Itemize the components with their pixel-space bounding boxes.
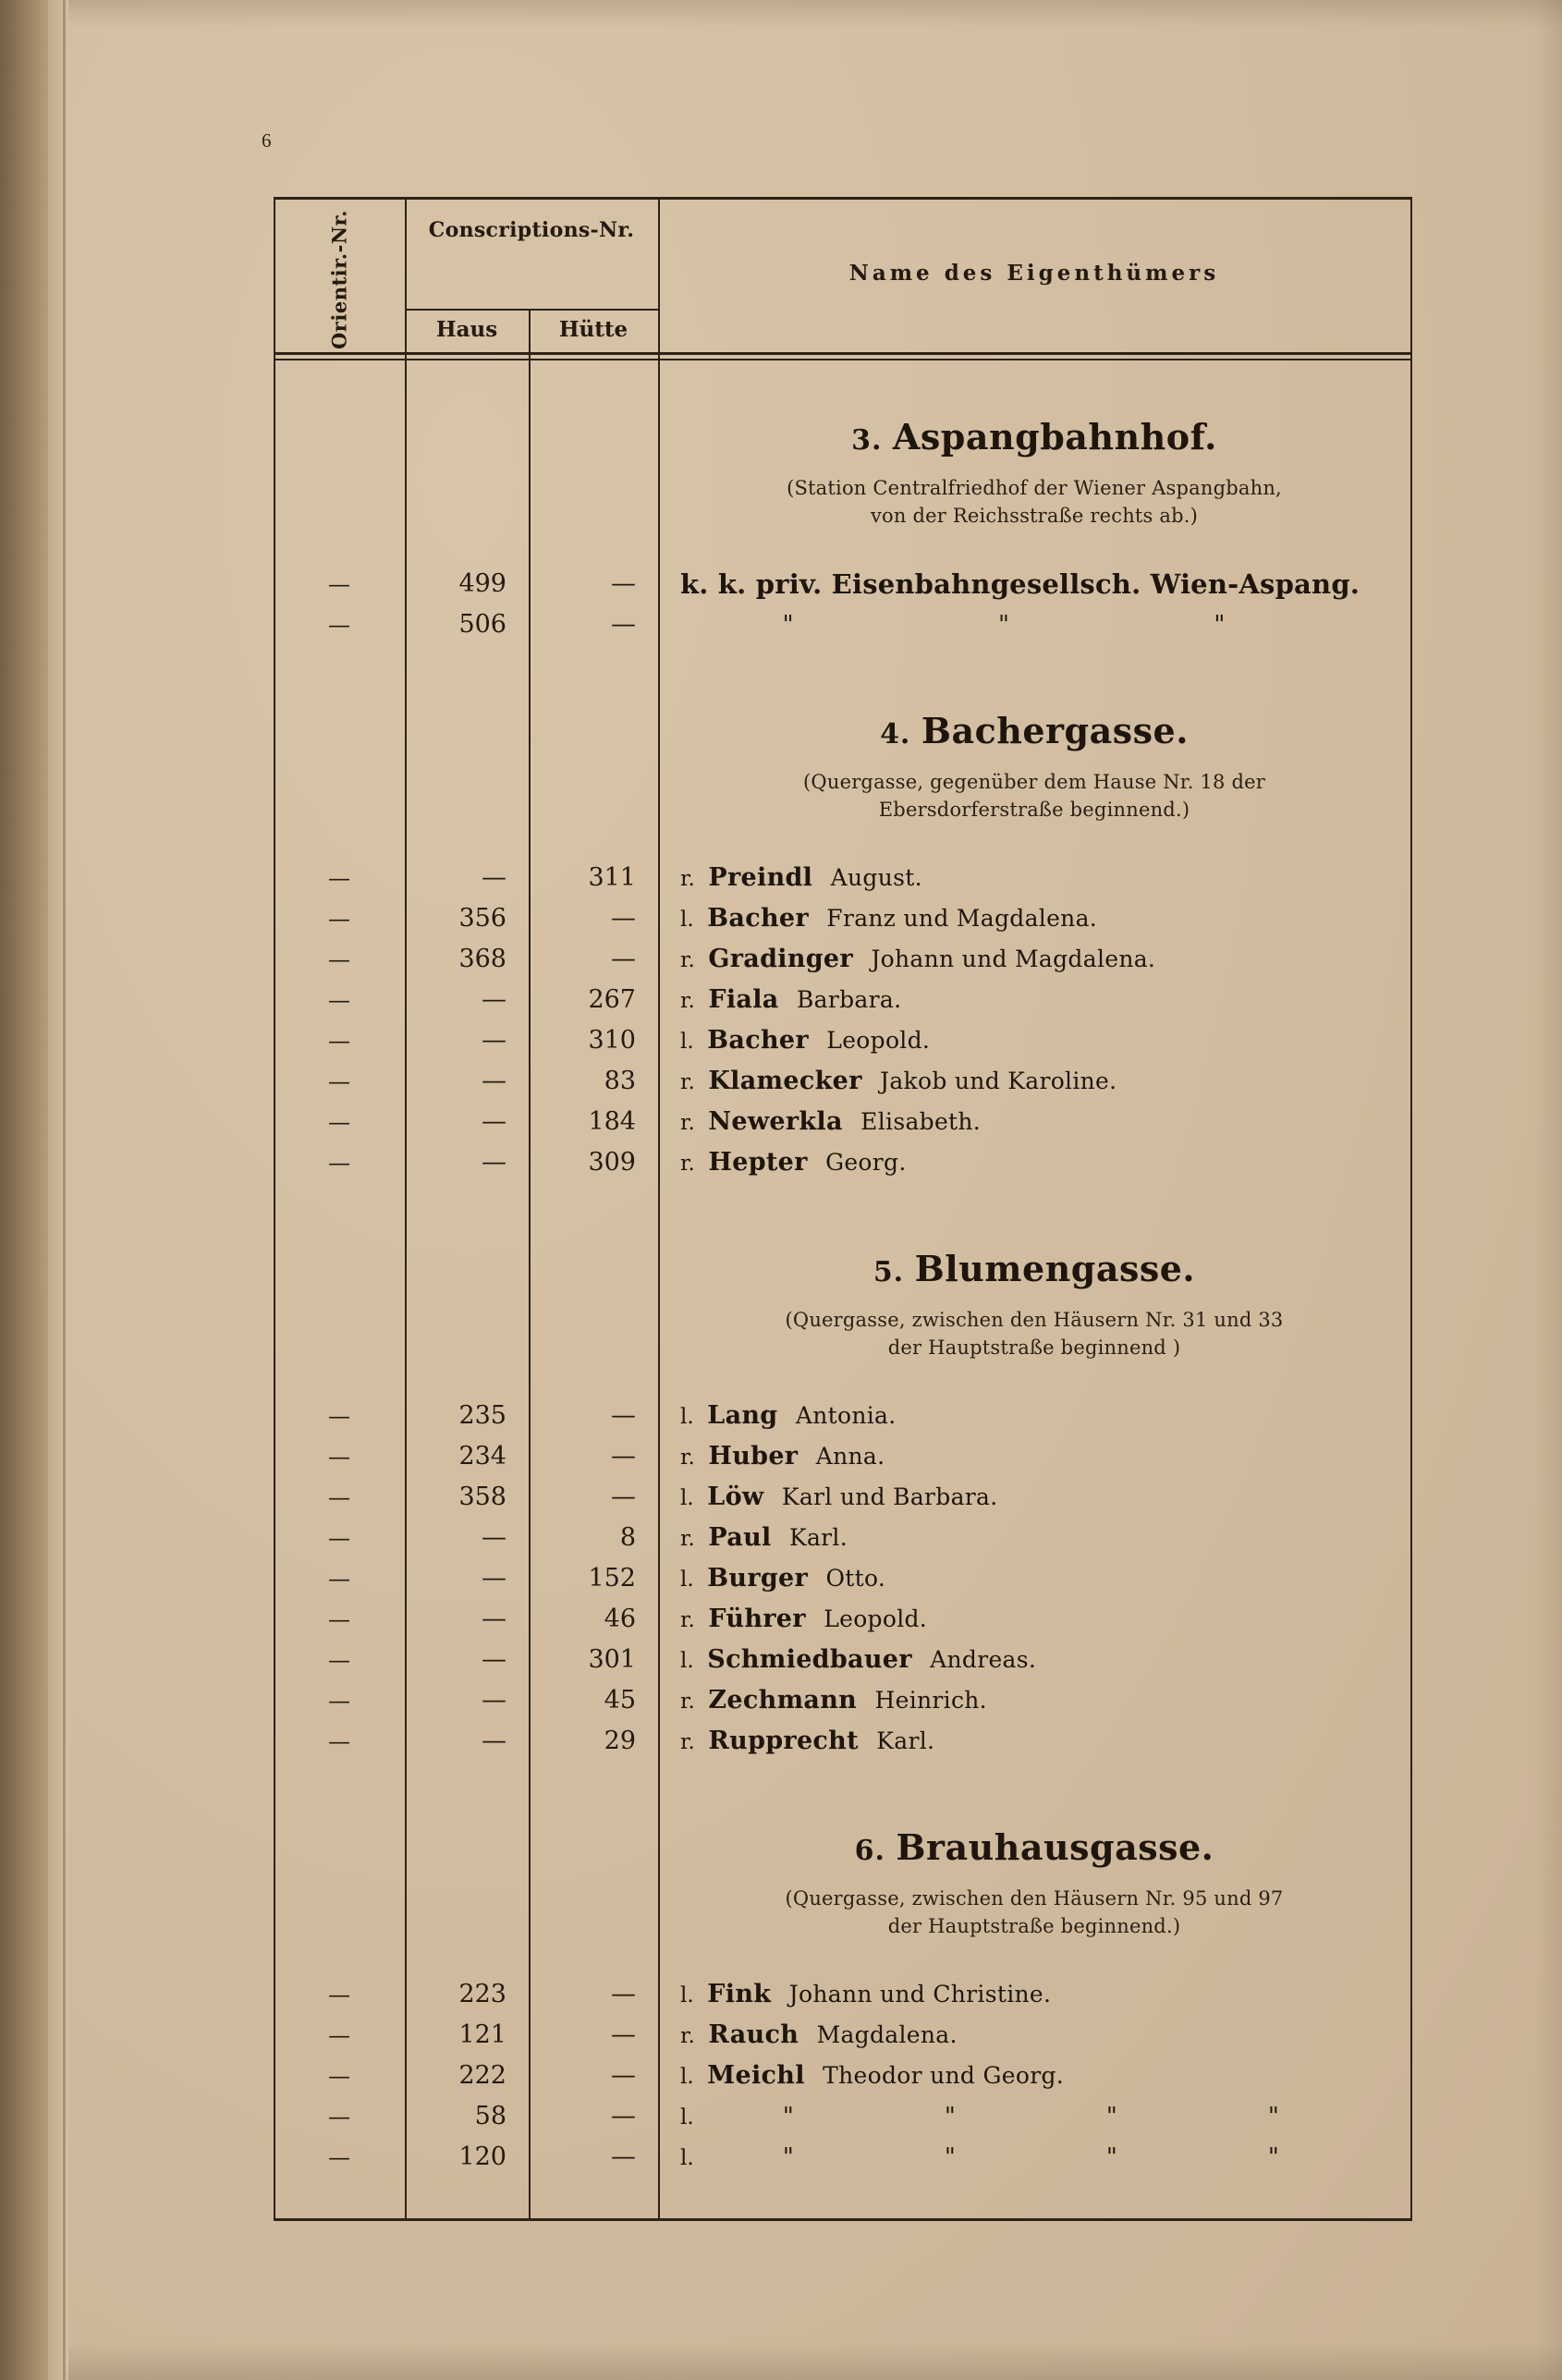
table-row xyxy=(274,1599,1412,1640)
cell-huette-nr: 311 xyxy=(588,863,636,893)
owner-street-side: l. xyxy=(680,1030,708,1055)
table-row xyxy=(274,2056,1412,2096)
cell-huette-nr: — xyxy=(611,904,636,934)
page-top-shadow xyxy=(68,0,1562,28)
street-section-title xyxy=(658,1826,1410,1868)
cell-haus-nr: — xyxy=(482,863,506,893)
cell-orientation-nr: — xyxy=(328,1027,350,1054)
cell-orientation-nr: — xyxy=(328,1981,350,2008)
cell-owner-name xyxy=(658,1026,1412,1055)
cell-owner-name xyxy=(658,1605,1412,1633)
owner-surname: Rupprecht xyxy=(708,1727,877,1756)
table-top-rule xyxy=(274,197,1412,200)
cell-orientation-nr: — xyxy=(328,1687,350,1714)
owner-surname: Löw xyxy=(707,1483,782,1512)
cell-haus-nr: — xyxy=(482,1067,506,1096)
cell-owner-name xyxy=(658,904,1412,933)
cell-orientation-nr: — xyxy=(328,864,350,891)
cell-owner-name xyxy=(658,1523,1412,1552)
vertical-spacer xyxy=(274,1289,1412,1306)
cell-orientation-nr: — xyxy=(328,1727,350,1754)
owner-given-name: Barbara. xyxy=(796,986,902,1014)
cell-huette-nr: 152 xyxy=(588,1564,636,1593)
owner-surname: Burger xyxy=(707,1564,826,1593)
table-row xyxy=(274,1680,1412,1721)
owner-surname: Huber xyxy=(708,1442,816,1471)
ditto-marks xyxy=(707,2143,1354,2171)
cell-huette-nr: — xyxy=(611,2102,636,2130)
cell-huette-nr: — xyxy=(611,945,636,974)
owner-given-name: Leopold. xyxy=(824,1605,928,1633)
street-section-note: von der Reichsstraße rechts ab.) xyxy=(870,505,1199,528)
owner-given-name: August. xyxy=(830,864,922,892)
street-section-number: 5. xyxy=(873,1255,915,1288)
cell-haus-nr: — xyxy=(482,1686,506,1715)
cell-orientation-nr: — xyxy=(328,1524,350,1551)
table-row xyxy=(274,564,1412,604)
cell-haus-nr: 358 xyxy=(458,1483,506,1512)
vertical-spacer xyxy=(274,458,1412,474)
page-edge-shadow xyxy=(1534,0,1562,2380)
column-header-haus: Haus xyxy=(435,317,498,342)
owner-surname: Lang xyxy=(707,1401,796,1431)
street-section-title xyxy=(658,416,1410,458)
owner-given-name: Leopold. xyxy=(826,1027,931,1055)
owner-street-side: r. xyxy=(680,1730,709,1755)
column-header-conscriptions-nr: Conscriptions-Nr. xyxy=(428,218,635,242)
owner-surname: Fink xyxy=(707,1980,789,2008)
cell-owner-name xyxy=(658,1148,1412,1177)
owner-surname: Klamecker xyxy=(708,1067,881,1096)
table-row xyxy=(274,2015,1412,2056)
vertical-spacer xyxy=(274,824,1412,858)
page-number: 6 xyxy=(262,129,272,152)
owner-street-side: l. xyxy=(680,1649,708,1674)
street-section-number: 4. xyxy=(880,717,921,751)
vertical-spacer xyxy=(274,1362,1412,1396)
owner-given-name: Karl. xyxy=(876,1727,935,1755)
cell-orientation-nr: — xyxy=(328,1108,350,1135)
owner-surname: Meichl xyxy=(707,2061,824,2090)
owner-surname: Bacher xyxy=(707,904,827,934)
cell-haus-nr: — xyxy=(482,985,506,1015)
cell-huette-nr: 309 xyxy=(588,1148,636,1178)
cell-haus-nr: 120 xyxy=(458,2142,506,2171)
cell-haus-nr: 223 xyxy=(458,1980,506,2008)
owner-given-name: Anna. xyxy=(815,1443,885,1471)
cell-orientation-nr: — xyxy=(328,1646,350,1673)
cell-owner-name xyxy=(658,611,1412,639)
cell-orientation-nr: — xyxy=(328,2143,350,2170)
owner-given-name: Georg. xyxy=(825,1149,907,1177)
vertical-spacer xyxy=(274,1941,1412,1974)
owner-given-name: Heinrich. xyxy=(874,1687,987,1715)
table-row xyxy=(274,1640,1412,1680)
street-section-note: (Quergasse, zwischen den Häusern Nr. 31 und 33 xyxy=(785,1308,1284,1331)
owner-street-side: r. xyxy=(680,948,709,973)
cell-orientation-nr: — xyxy=(328,611,350,638)
owner-given-name: Karl. xyxy=(788,1524,848,1552)
owner-street-side: r. xyxy=(680,1070,709,1095)
ditto-mark: " xyxy=(944,2102,956,2130)
table-row xyxy=(274,2096,1412,2137)
table-row xyxy=(274,1020,1412,1061)
header-separator-rule-1 xyxy=(274,352,1412,355)
owner-surname: Newerkla xyxy=(708,1107,861,1137)
table-row xyxy=(274,858,1412,898)
owner-street-side: r. xyxy=(680,1690,709,1715)
table-row xyxy=(274,1061,1412,1102)
owner-surname: Rauch xyxy=(708,2020,817,2049)
cell-owner-name xyxy=(658,1980,1412,2008)
cell-haus-nr: 235 xyxy=(458,1401,506,1431)
owner-given-name: Elisabeth. xyxy=(860,1108,982,1136)
cell-huette-nr: 29 xyxy=(604,1727,636,1756)
table-row xyxy=(274,1102,1412,1142)
cell-owner-name xyxy=(658,2103,1412,2130)
cell-huette-nr: — xyxy=(611,610,636,640)
owner-street-side: l. xyxy=(680,2065,708,2089)
ditto-mark: " xyxy=(1105,2142,1117,2171)
owner-surname: Preindl xyxy=(708,863,831,893)
owner-street-side: r. xyxy=(680,989,709,1014)
ditto-mark: " xyxy=(1267,2102,1279,2130)
cell-orientation-nr: — xyxy=(328,2103,350,2130)
column-header-orientation-nr xyxy=(274,211,405,349)
street-section-name: Blumengasse. xyxy=(914,1247,1196,1289)
cell-huette-nr: 184 xyxy=(588,1107,636,1137)
cell-orientation-nr: — xyxy=(328,1565,350,1592)
ditto-marks xyxy=(680,611,1327,639)
column-header-owner-name: Name des Eigenthümers xyxy=(848,261,1220,286)
cell-owner-name xyxy=(658,1564,1412,1593)
cell-haus-nr: — xyxy=(482,1107,506,1137)
ditto-mark: " xyxy=(1105,2102,1117,2130)
cell-orientation-nr: — xyxy=(328,986,350,1013)
page-bottom-shadow xyxy=(68,2343,1562,2380)
cell-owner-name xyxy=(658,1645,1412,1674)
owner-surname: Gradinger xyxy=(708,945,872,974)
cell-owner-name xyxy=(658,1686,1412,1715)
vertical-spacer xyxy=(274,531,1412,564)
cell-owner-name xyxy=(658,2143,1412,2171)
cell-huette-nr: — xyxy=(611,1980,636,2008)
street-section-name: Bachergasse. xyxy=(921,709,1189,751)
owner-street-side: l. xyxy=(680,2105,708,2130)
cell-haus-nr: — xyxy=(482,1026,506,1056)
owner-given-name: Theodor und Georg. xyxy=(823,2062,1065,2089)
cell-owner-name xyxy=(658,1483,1412,1511)
ditto-marks xyxy=(707,2103,1354,2130)
cell-haus-nr: — xyxy=(482,1148,506,1178)
street-section-name: Aspangbahnhof. xyxy=(892,416,1217,458)
cell-huette-nr: — xyxy=(611,1401,636,1431)
ditto-mark: " xyxy=(1267,2142,1279,2171)
cell-huette-nr: 83 xyxy=(604,1067,636,1096)
cell-orientation-nr: — xyxy=(328,1483,350,1510)
owner-street-side: r. xyxy=(680,2024,709,2048)
cell-huette-nr: 301 xyxy=(588,1645,636,1675)
owner-given-name: Johann und Christine. xyxy=(788,1981,1052,2008)
cell-huette-nr: 310 xyxy=(588,1026,636,1056)
cell-orientation-nr: — xyxy=(328,1068,350,1094)
cell-huette-nr: 46 xyxy=(604,1605,636,1634)
cell-orientation-nr: — xyxy=(328,2062,350,2089)
street-section-name: Brauhausgasse. xyxy=(896,1825,1214,1868)
cell-haus-nr: 506 xyxy=(458,610,506,640)
ditto-mark: " xyxy=(782,2102,794,2130)
table-row xyxy=(274,898,1412,939)
vertical-spacer xyxy=(274,645,1412,710)
cell-haus-nr: 499 xyxy=(458,569,506,599)
ditto-mark: " xyxy=(782,610,794,639)
cell-haus-nr: 356 xyxy=(458,904,506,934)
conscriptions-subheader-rule xyxy=(405,309,658,311)
cell-orientation-nr: — xyxy=(328,946,350,972)
owner-given-name: Magdalena. xyxy=(816,2021,958,2048)
cell-owner-name xyxy=(658,863,1412,892)
owner-street-side: l. xyxy=(680,1568,708,1593)
cell-huette-nr: 8 xyxy=(619,1523,636,1553)
owner-street-side: l. xyxy=(680,1486,708,1511)
owner-street-side: r. xyxy=(680,1152,709,1177)
street-section-note: (Station Centralfriedhof der Wiener Aspangbahn, xyxy=(787,477,1282,499)
owner-surname: Führer xyxy=(708,1605,824,1634)
ditto-mark: " xyxy=(782,2142,794,2171)
table-row xyxy=(274,1436,1412,1477)
header-separator-rule-2 xyxy=(274,359,1412,360)
vertical-spacer xyxy=(274,1762,1412,1826)
street-section-note: der Hauptstraße beginnend.) xyxy=(887,1915,1181,1938)
owner-street-side: r. xyxy=(680,1608,709,1633)
ditto-mark: " xyxy=(998,610,1009,639)
cell-owner-name: k. k. priv. Eisenbahngesellsch. Wien-Aspang. xyxy=(680,568,1361,600)
owner-street-side: r. xyxy=(680,1446,709,1471)
vertical-spacer xyxy=(274,362,1412,416)
owner-surname: Hepter xyxy=(708,1148,826,1178)
owner-given-name: Jakob und Karoline. xyxy=(880,1068,1117,1095)
cell-haus-nr: — xyxy=(482,1564,506,1593)
table-row xyxy=(274,1142,1412,1183)
owner-street-side: r. xyxy=(680,1111,709,1136)
cell-huette-nr: 267 xyxy=(588,985,636,1015)
cell-owner-name xyxy=(658,1401,1412,1430)
cell-orientation-nr: — xyxy=(328,570,350,597)
cell-huette-nr: — xyxy=(611,2061,636,2090)
owner-street-side: r. xyxy=(680,1527,709,1552)
owner-street-side: l. xyxy=(680,1405,708,1430)
table-row xyxy=(274,1518,1412,1558)
cell-huette-nr: — xyxy=(611,2142,636,2171)
owner-surname: Paul xyxy=(708,1523,789,1553)
cell-haus-nr: — xyxy=(482,1727,506,1756)
cell-haus-nr: — xyxy=(482,1605,506,1634)
spine-rule xyxy=(63,0,66,2380)
owner-surname: Fiala xyxy=(708,985,797,1015)
ditto-mark: " xyxy=(1214,610,1226,639)
table-row xyxy=(274,1558,1412,1599)
street-section-title xyxy=(658,710,1410,751)
cell-orientation-nr: — xyxy=(328,1402,350,1429)
cell-owner-name xyxy=(658,985,1412,1014)
cell-huette-nr: 45 xyxy=(604,1686,636,1715)
register-body xyxy=(274,362,1412,2178)
owner-given-name: Antonia. xyxy=(795,1402,897,1430)
cell-orientation-nr: — xyxy=(328,1605,350,1632)
cell-huette-nr: — xyxy=(611,1442,636,1471)
cell-huette-nr: — xyxy=(611,1483,636,1512)
owner-surname: Zechmann xyxy=(708,1686,875,1715)
cell-haus-nr: 222 xyxy=(458,2061,506,2090)
table-bottom-rule xyxy=(274,2218,1412,2221)
street-section-note: Ebersdorferstraße beginnend.) xyxy=(878,799,1190,822)
table-row xyxy=(274,1974,1412,2015)
cell-haus-nr: 121 xyxy=(458,2020,506,2049)
column-header-huette: Hütte xyxy=(558,317,628,342)
cell-owner-name xyxy=(658,1067,1412,1095)
owner-street-side: r. xyxy=(680,867,709,892)
cell-orientation-nr: — xyxy=(328,1149,350,1176)
ditto-mark: " xyxy=(944,2142,956,2171)
cell-owner-name xyxy=(658,1727,1412,1755)
cell-huette-nr: — xyxy=(611,2020,636,2049)
cell-haus-nr: 368 xyxy=(458,945,506,974)
owner-surname: Schmiedbauer xyxy=(707,1645,931,1675)
cell-haus-nr: 234 xyxy=(458,1442,506,1471)
owner-street-side: l. xyxy=(680,2145,708,2170)
vertical-spacer xyxy=(274,1868,1412,1885)
owner-given-name: Johann und Magdalena. xyxy=(871,946,1156,973)
cell-orientation-nr: — xyxy=(328,905,350,932)
street-section-number: 3. xyxy=(851,424,893,457)
street-section-note: (Quergasse, gegenüber dem Hause Nr. 18 der xyxy=(803,770,1265,793)
cell-haus-nr: 58 xyxy=(474,2102,506,2130)
street-section-number: 6. xyxy=(854,1834,897,1867)
owner-given-name: Otto. xyxy=(825,1565,886,1593)
cell-owner-name xyxy=(658,945,1412,973)
cell-owner-name xyxy=(658,1442,1412,1471)
table-row xyxy=(274,604,1412,645)
owner-street-side: l. xyxy=(680,1983,708,2008)
vertical-spacer xyxy=(274,1183,1412,1248)
owner-street-side: l. xyxy=(680,908,708,933)
cell-orientation-nr: — xyxy=(328,2021,350,2048)
owner-given-name: Andreas. xyxy=(930,1646,1037,1674)
cell-huette-nr: — xyxy=(611,569,636,599)
table-row xyxy=(274,980,1412,1020)
book-binding-edge xyxy=(0,0,48,2380)
table-row xyxy=(274,1396,1412,1436)
owner-surname: Bacher xyxy=(707,1026,827,1056)
table-row xyxy=(274,2137,1412,2178)
column-header-orientation-nr-label: Orientir.-Nr. xyxy=(327,210,351,349)
table-row xyxy=(274,939,1412,980)
cell-haus-nr: — xyxy=(482,1645,506,1675)
table-row xyxy=(274,1477,1412,1518)
vertical-spacer xyxy=(274,751,1412,768)
street-section-title xyxy=(658,1248,1410,1289)
cell-haus-nr: — xyxy=(482,1523,506,1553)
owner-given-name: Karl und Barbara. xyxy=(781,1483,998,1511)
cell-owner-name xyxy=(658,2020,1412,2049)
table-row xyxy=(274,1721,1412,1762)
cell-owner-name xyxy=(658,1107,1412,1136)
cell-owner-name xyxy=(658,2061,1412,2090)
owner-given-name: Franz und Magdalena. xyxy=(826,905,1098,933)
street-section-note: der Hauptstraße beginnend ) xyxy=(887,1336,1181,1360)
cell-orientation-nr: — xyxy=(328,1443,350,1470)
street-section-note: (Quergasse, zwischen den Häusern Nr. 95 und 97 xyxy=(785,1886,1284,1910)
